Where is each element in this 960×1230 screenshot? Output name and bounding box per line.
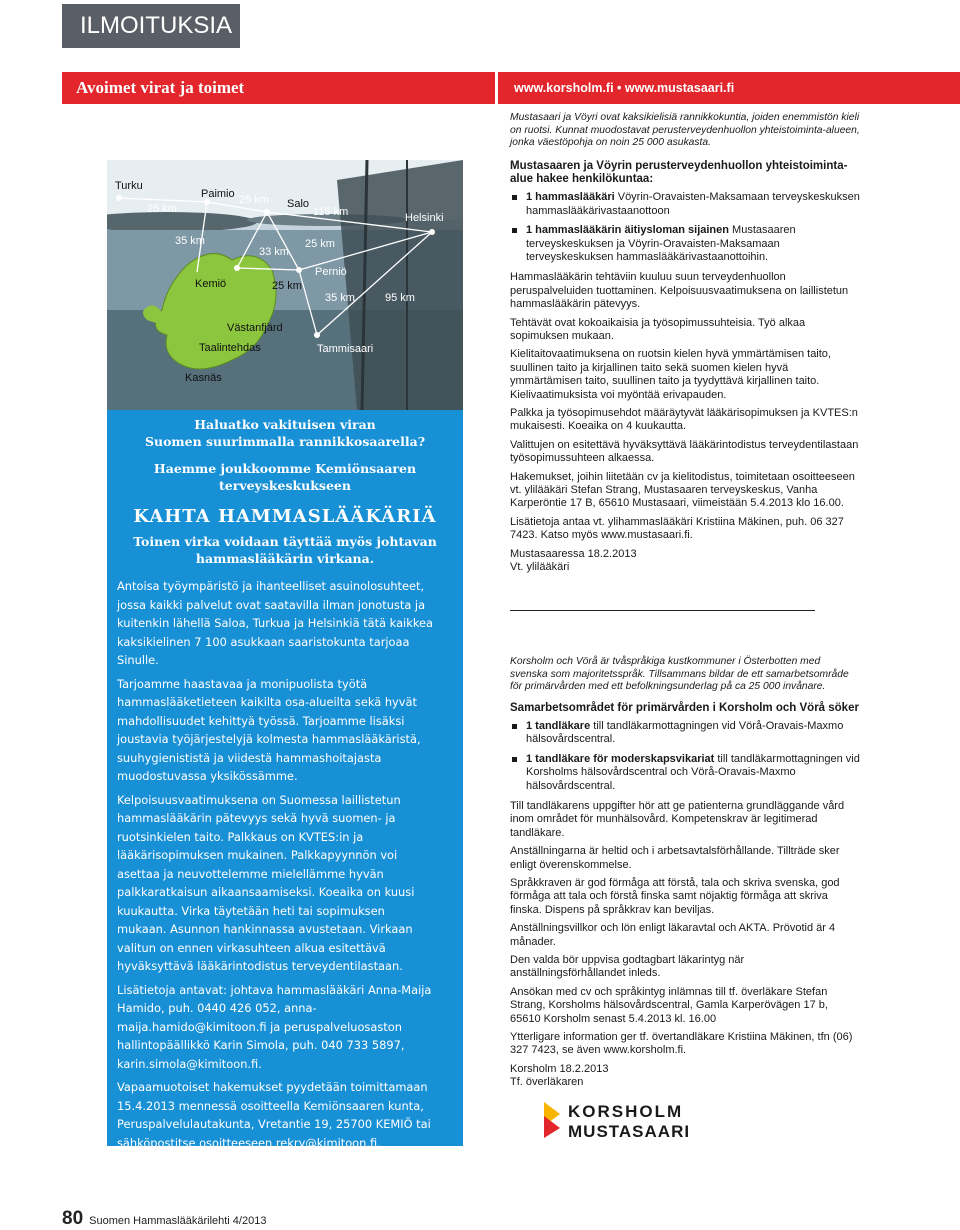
ad-headline-3: Haemme joukkoomme Kemiönsaaren [153, 461, 417, 476]
left-section-bar: Avoimet virat ja toimet [62, 72, 495, 104]
map-label-kemio: Kemiö [195, 278, 227, 290]
sv-paragraph: Anställningarna är heltid och i arbetsavtalsförhållande. Tillträde sker enligt överenskommelse. [510, 845, 840, 871]
ad-links[interactable]: www.kimitoon.fi | www.visitkimitoon.fi [117, 1160, 366, 1174]
map-label-paimio: Paimio [201, 188, 235, 200]
map-distance: 25 km [272, 280, 302, 292]
ad-body [107, 567, 463, 1177]
map-distance: 35 km [175, 235, 205, 247]
sv-paragraph: Anställningsvillkor och lön enligt läkaravtal och AKTA. Prövotid är 4 månader. [510, 922, 836, 948]
sv-signature-title: Tf. överläkaren [510, 1076, 584, 1089]
logo-line-2: MUSTASAARI [568, 1122, 691, 1141]
fi-paragraph: Lisätietoja antaa vt. ylihammaslääkäri Kristiina Mäkinen, puh. 06 327 7423. Katso myös www.mustasaari.fi. [510, 515, 844, 542]
sv-paragraph: Ytterligare information ger tf. övertandläkare Kristiina Mäkinen, tfn (06) 327 7423, se även www.korsholm.fi. [510, 1031, 853, 1057]
fi-paragraph: Valittujen on esitettävä hyväksyttävä lääkärintodistus terveydentilastaan työsopimussuhteen alkaessa. [510, 438, 859, 465]
logo-mark-icon [542, 1100, 562, 1140]
map-label-pernio: Perniö [315, 266, 347, 278]
fi-column [510, 112, 860, 579]
fi-signature-date: Mustasaaressa 18.2.2013 [510, 547, 637, 560]
right-section-bar: www.korsholm.fi • www.mustasaari.fi [498, 72, 960, 104]
map-distance: 33 km [259, 246, 289, 258]
page-footer [62, 1208, 266, 1230]
sv-list-item: 1 tandläkare för moderskapsvikariat till tandläkarmottagningen vid Korsholms hälsovårdscentral och Vörå-Oravais-Maxmo hälsovårdscentral. [526, 752, 860, 792]
kemionsaari-ad [107, 410, 463, 1174]
ad-headline-1: Haluatko vakituisen viran [194, 417, 376, 432]
map-label-salo: Salo [287, 198, 310, 210]
sv-paragraph: Den valda bör uppvisa godtagbart läkarintyg när anställningsförhållandet inleds. [510, 954, 745, 980]
signature-line [510, 610, 815, 611]
fi-paragraph: Kielitaitovaatimuksena on ruotsin kielen hyvä ymmärtämisen taito, suullinen taito ja kirjallinen taito sekä suomen kielen hyvä ymmärtämisen taito, suullinen taito ja tyydyttävä kirjallinen taito. Kielivaatimuksista voi myöntää erivapauden. [510, 348, 831, 401]
fi-list [510, 191, 860, 264]
ad-paragraph: Tarjoamme haastavaa ja monipuolista työtä hammaslääketieteen kaikilta osa-alueilta sekä hyvät mahdollisuudet kehittyä työssä. Tarjoamme lisäksi joustavia työjärjestelyjä kolmesta hammaslääkäristä, suuhygienististä ja viidestä hammashoitajasta muodostuvassa yksikössämme. [117, 676, 421, 783]
sv-title: Samarbetsområdet för primärvården i Korsholm och Vörå söker [510, 701, 859, 714]
ad-paragraph: Kelpoisuusvaatimuksena on Suomessa laillistetun hammaslääkärin pätevyys sekä hyvä suomen- ja ruotsinkielen taito. Palkkaus on KVTES:in ja lääkärisopimuksen mukainen. Palkkapyynnön voi asettaa ja neuvottelemme mielellämme hyvän palkkaratkaisun aikaansaamiseksi. Koeaika on kuusi kuukautta. Virka täytetään heti tai sopimuksen mukaan. Asunnon hankinnassa avustetaan. Virkaan valitun on ennen virkasuhteen alkua esitettävä hyväksyttävä lääkärintodistus terveydentilastaan. [117, 792, 415, 973]
map-label-helsinki: Helsinki [405, 212, 444, 224]
map-distance: 25 km [239, 194, 269, 206]
sv-intro: Korsholm och Vörå är tvåspråkiga kustkommuner i Österbotten med svenska som majoritetsspråk. Tillsammans bildar de ett samarbetsområde för primärvården med ett befolkningsunderlag på ca 25 000 invånare. [510, 656, 849, 692]
ad-headline-2: Suomen suurimmalla rannikkosaarella? [144, 434, 426, 449]
map-label-tammisaari: Tammisaari [317, 343, 374, 355]
map-distance: 115 km [313, 206, 349, 218]
ad-headline-5: Toinen virka voidaan täyttää myös johtavan [133, 534, 437, 549]
ad-paragraph: Antoisa työympäristö ja ihanteelliset asuinolosuhteet, jossa kaikki palvelut ovat saatavilla ilman jonotusta ja kuitenkin lähellä Saloa, Turkua ja Helsinkiä tätä kaikkea kaksikielinen 7 100 asukkaan saaristokunta tarjoaa Sinulle. [117, 579, 433, 667]
ad-paragraph: Vapaamuotoiset hakemukset pyydetään toimittamaan 15.4.2013 mennessä osoitteella Kemiönsaaren kunta, Peruspalvelulautakunta, Vretantie 19, 25700 KEMIÖ tai sähköpostitse osoitteeseen rekry@kimitoon.fi. [117, 1080, 431, 1150]
fi-list-item: 1 hammaslääkäri Vöyrin-Oravaisten-Maksamaan terveyskeskuksen hammaslääkärivastaanottoon [526, 191, 860, 217]
fi-paragraph: Tehtävät ovat kokoaikaisia ja työsopimussuhteisia. Työ alkaa sopimuksen mukaan. [510, 316, 806, 342]
fi-paragraph: Hakemukset, joihin liitetään cv ja kielitodistus, toimitetaan osoitteeseen vt. ylilääkäri Stefan Strang, Mustasaaren terveyskeskus, Vanha Karperöntie 17 B, 65610 Mustasaari, viimeistään 5.4.2013 klo 16.00. [510, 470, 855, 510]
sv-list [510, 720, 860, 793]
sv-paragraph: Till tandläkarens uppgifter hör att ge patienterna grundläggande vård inom området för munhälsovård. Kompetenskrav är legitimerad tandläkare. [510, 799, 845, 839]
fi-title: Mustasaaren ja Vöyrin perusterveydenhuollon yhteistoiminta-alue hakee henkilökuntaa: [510, 159, 848, 185]
ad-headline-4: terveyskeskukseen [219, 478, 351, 493]
fi-intro: Mustasaari ja Vöyri ovat kaksikielisiä rannikkokuntia, joiden enemmistön kieli on ruotsi. Kunnat muodostavat perusterveydenhuollon yhteistoiminta-alueen, jonka väestöpohja on noin 25 000 asukasta. [510, 112, 860, 148]
fi-list-item: 1 hammaslääkärin äitiysloman sijainen Mustasaaren terveyskeskuksen ja Vöyrin-Oravaisten-Maksamaan terveyskeskuksen hammaslääkärivastaanottoihin. [526, 224, 860, 264]
map-photo [107, 160, 463, 410]
map-distance: 25 km [147, 203, 177, 215]
section-tab: ILMOITUKSIA [62, 4, 240, 48]
fi-signature-title: Vt. ylilääkäri [510, 561, 570, 574]
map-distance: 35 km [325, 292, 355, 304]
ad-position-title: KAHTA HAMMASLÄÄKÄRIÄ [133, 506, 437, 527]
ad-paragraph: Lisätietoja antavat: johtava hammaslääkäri Anna-Maija Hamido, puh. 0440 426 052, anna-maija.hamido@kimitoon.fi ja peruspalveluosaston hallintopäällikkö Karin Simola, puh. 040 733 5897, karin.simola@kimitoon.fi. [117, 982, 432, 1071]
sv-paragraph: Språkkraven är god förmåga att förstå, tala och skriva svenska, god förmåga att tala och förstå finska samt nöjaktig förmåga att skriva finska. Dispens på språkkrav kan beviljas. [510, 876, 840, 916]
sv-list-item: 1 tandläkare till tandläkarmottagningen vid Vörå-Oravais-Maxmo hälsovårdscentral. [526, 720, 860, 747]
fi-paragraph: Palkka ja työsopimusehdot määräytyvät lääkärisopimuksen ja KVTES:n mukaisesti. Koeaika on 4 kuukautta. [510, 407, 858, 433]
sv-column [510, 656, 860, 1095]
sv-paragraph: Ansökan med cv och språkintyg inlämnas till tf. överläkare Stefan Strang, Korsholms hälsovårdscentral, Gamla Karperövägen 17 b, 65610 Korsholm senast 5.4.2013 kl. 16.00 [510, 985, 828, 1025]
fi-paragraph: Hammaslääkärin tehtäviin kuuluu suun terveydenhuollon peruspalveluiden tuottaminen. Kelpoisuusvaatimuksena on laillistetun hammaslääkärin pätevyys. [510, 271, 849, 311]
publication-name: Suomen Hammaslääkärilehti 4/2013 [89, 1215, 267, 1227]
map-label-kasnas: Kasnäs [185, 372, 222, 384]
map-label-taalintehdas: Taalintehdas [199, 342, 261, 354]
map-distance: 95 km [385, 292, 415, 304]
map-distance: 25 km [305, 238, 335, 250]
page-number: 80 [62, 1208, 84, 1229]
ad-headline-6: hammaslääkärin virkana. [195, 551, 375, 566]
map-label-vastanfjard: Västanfjärd [227, 322, 283, 334]
logo-line-1: KORSHOLM [568, 1102, 684, 1121]
sv-signature-date: Korsholm 18.2.2013 [510, 1062, 609, 1075]
map-label-turku: Turku [115, 180, 143, 192]
